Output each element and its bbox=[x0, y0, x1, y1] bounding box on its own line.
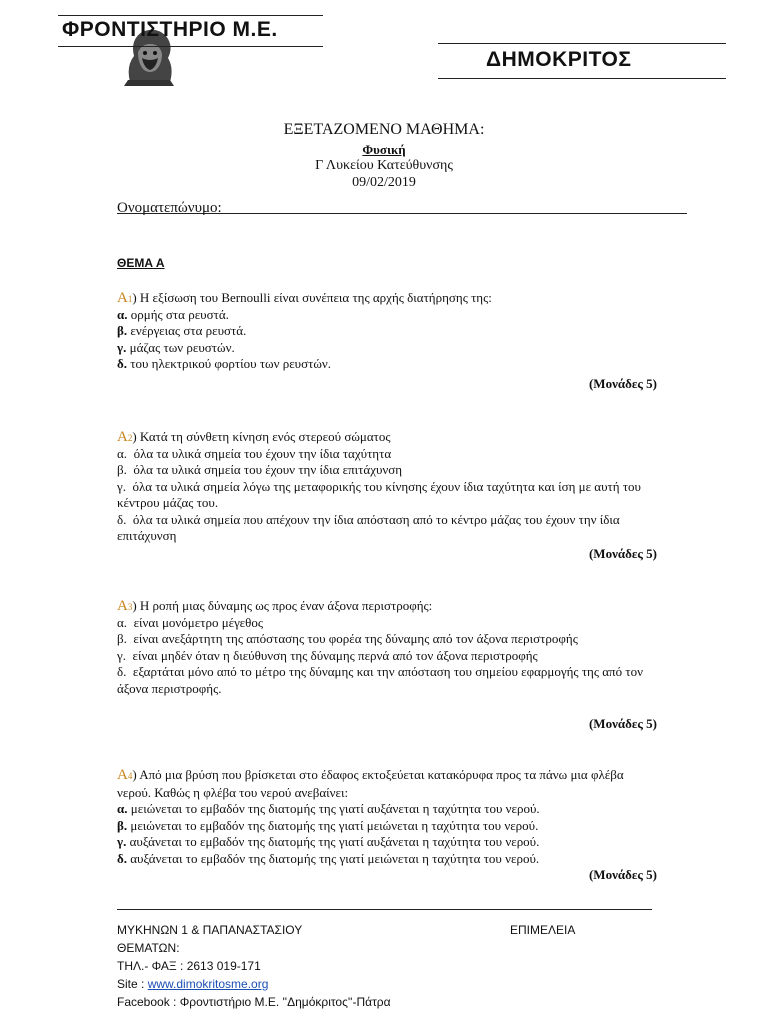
option-text: είναι ανεξάρτητη της απόστασης του φορέα της δύναμης από τον άξονα περιστροφής bbox=[133, 631, 578, 646]
question-a4 bbox=[117, 767, 657, 885]
option-d bbox=[117, 356, 657, 373]
footer-themes-label: ΘΕΜΑΤΩΝ: bbox=[117, 941, 180, 955]
header-school-underline bbox=[58, 46, 323, 47]
option-text: εξαρτάται μόνο από το μέτρο της δύναμης και την απόσταση του σημείου εφαρμογής της από τον άξονα περιστροφής. bbox=[117, 664, 643, 696]
exam-subject: Φυσική bbox=[362, 142, 406, 157]
option-letter: β. bbox=[117, 462, 127, 477]
footer-phone: ΤΗΛ.- ΦΑΞ : 2613 019-171 bbox=[117, 959, 261, 973]
question-text: ) Κατά τη σύνθετη κίνηση ενός στερεού σώματος bbox=[132, 429, 391, 444]
exam-grade: Γ Λυκείου Κατεύθυνσης bbox=[315, 158, 453, 173]
option-text: μάζας των ρευστών. bbox=[126, 339, 235, 355]
option-c bbox=[117, 479, 657, 512]
option-text: όλα τα υλικά σημεία του έχουν την ίδια ταχύτητα bbox=[133, 445, 392, 461]
option-letter: β. bbox=[117, 323, 128, 338]
header-top-rule bbox=[58, 15, 323, 16]
footer-site-link[interactable]: www.dimokritosme.org bbox=[147, 977, 269, 991]
option-c bbox=[117, 340, 657, 357]
student-name-label: Ονοματεπώνυμο: bbox=[117, 200, 222, 216]
option-a bbox=[117, 615, 657, 632]
option-text: μειώνεται το εμβαδόν της διατομής της γιατί μειώνεται η ταχύτητα του νερού. bbox=[127, 817, 539, 833]
question-stem bbox=[117, 429, 657, 446]
footer-site-label: Site : bbox=[117, 977, 148, 991]
section-title: ΘΕΜΑ Α bbox=[117, 256, 165, 270]
option-text: ορμής στα ρευστά. bbox=[127, 306, 229, 322]
footer-facebook: Facebook : Φροντιστήριο Μ.Ε. ''Δημόκριτος''-Πάτρα bbox=[117, 995, 391, 1009]
option-b bbox=[117, 818, 657, 835]
question-text: ) Από μια βρύση που βρίσκεται στο έδαφος εκτοξεύεται κατακόρυφα προς τα πάνω μια φλέβα νερού. Καθώς η φλέβα του νερού ανεβαίνει: bbox=[117, 767, 624, 800]
option-d bbox=[117, 512, 657, 545]
question-number: Α bbox=[117, 598, 128, 614]
question-number: Α bbox=[117, 290, 128, 306]
option-c bbox=[117, 834, 657, 851]
footer-rule bbox=[117, 909, 652, 910]
option-d bbox=[117, 664, 657, 697]
marks-label: (Μονάδες 5) bbox=[588, 716, 657, 731]
option-text: του ηλεκτρικού φορτίου των ρευστών. bbox=[127, 356, 332, 371]
option-letter: β. bbox=[117, 817, 128, 833]
question-subscript: 2 bbox=[127, 433, 133, 443]
option-letter: α. bbox=[117, 445, 128, 461]
option-text: ενέργειας στα ρευστά. bbox=[127, 323, 247, 338]
option-c bbox=[117, 648, 657, 665]
option-text: είναι μηδέν όταν η διεύθυνση της δύναμης περνά από τον άξονα περιστροφής bbox=[132, 647, 538, 663]
option-letter: γ. bbox=[117, 339, 127, 355]
option-text: αυξάνεται το εμβαδόν της διατομής της γιατί μειώνεται η ταχύτητα του νερού. bbox=[127, 850, 540, 866]
header-brand-underline bbox=[438, 78, 726, 79]
option-text: αυξάνεται το εμβαδόν της διατομής της γιατί αυξάνεται η ταχύτητα του νερού. bbox=[126, 834, 540, 849]
marks-label: (Μονάδες 5) bbox=[588, 867, 657, 882]
header-brand-overline bbox=[438, 43, 726, 44]
student-name-line bbox=[117, 213, 687, 214]
footer-site bbox=[117, 977, 268, 991]
question-a1 bbox=[117, 290, 657, 394]
question-stem bbox=[117, 767, 657, 801]
option-letter: α. bbox=[117, 614, 128, 630]
option-letter: δ. bbox=[117, 356, 127, 371]
option-text: μειώνεται το εμβαδόν της διατομής της γιατί αυξάνεται η ταχύτητα του νερού. bbox=[127, 801, 540, 816]
question-stem bbox=[117, 290, 657, 307]
option-letter: α. bbox=[117, 801, 128, 816]
marks-label: (Μονάδες 5) bbox=[588, 376, 657, 391]
option-letter: γ. bbox=[117, 478, 126, 494]
option-letter: δ. bbox=[117, 664, 127, 679]
option-text: όλα τα υλικά σημεία που απέχουν την ίδια απόσταση από το κέντρο μάζας του έχουν την ίδια επιτάχυνση bbox=[117, 511, 620, 543]
exam-heading: ΕΞΕΤΑΖΟΜΕΝΟ ΜΑΘΗΜΑ: bbox=[283, 121, 485, 138]
marks-label: (Μονάδες 5) bbox=[588, 546, 657, 561]
school-name: ΦΡΟΝΤΙΣΤΗΡΙΟ Μ.Ε. bbox=[62, 18, 278, 41]
question-number: Α bbox=[117, 429, 128, 445]
question-text: ) Η εξίσωση του Bernoulli είναι συνέπεια της αρχής διατήρησης της: bbox=[132, 290, 492, 305]
question-subscript: 3 bbox=[127, 602, 133, 612]
option-letter: δ. bbox=[117, 511, 127, 527]
option-letter: α. bbox=[117, 306, 128, 322]
option-letter: γ. bbox=[117, 834, 127, 849]
brand-name: ΔΗΜΟΚΡΙΤΟΣ bbox=[486, 48, 632, 71]
option-a bbox=[117, 801, 657, 818]
option-text: είναι μονόμετρο μέγεθος bbox=[133, 614, 263, 630]
footer-editing-label: ΕΠΙΜΕΛΕΙΑ bbox=[510, 923, 576, 937]
option-b bbox=[117, 323, 657, 340]
option-a bbox=[117, 446, 657, 463]
question-subscript: 4 bbox=[127, 771, 133, 781]
option-letter: γ. bbox=[117, 647, 126, 663]
option-letter: δ. bbox=[117, 850, 127, 866]
option-text: όλα τα υλικά σημεία του έχουν την ίδια επιτάχυνση bbox=[133, 462, 403, 477]
question-subscript: 1 bbox=[127, 294, 133, 304]
option-a bbox=[117, 307, 657, 324]
option-text: όλα τα υλικά σημεία λόγω της μεταφορικής του κίνησης έχουν ίδια ταχύτητα και ίση με αυτή του κέντρου μάζας του. bbox=[117, 478, 641, 510]
option-b bbox=[117, 462, 657, 479]
question-stem bbox=[117, 598, 657, 615]
option-b bbox=[117, 631, 657, 648]
question-a3 bbox=[117, 598, 657, 732]
option-letter: β. bbox=[117, 631, 127, 646]
question-text: ) Η ροπή μιας δύναμης ως προς έναν άξονα περιστροφής: bbox=[132, 598, 433, 613]
question-a2 bbox=[117, 429, 657, 563]
option-d bbox=[117, 851, 657, 868]
exam-date: 09/02/2019 bbox=[352, 175, 416, 190]
footer-address: ΜΥΚΗΝΩΝ 1 & ΠΑΠΑΝΑΣΤΑΣΙΟΥ bbox=[117, 923, 303, 937]
question-number: Α bbox=[117, 767, 128, 783]
